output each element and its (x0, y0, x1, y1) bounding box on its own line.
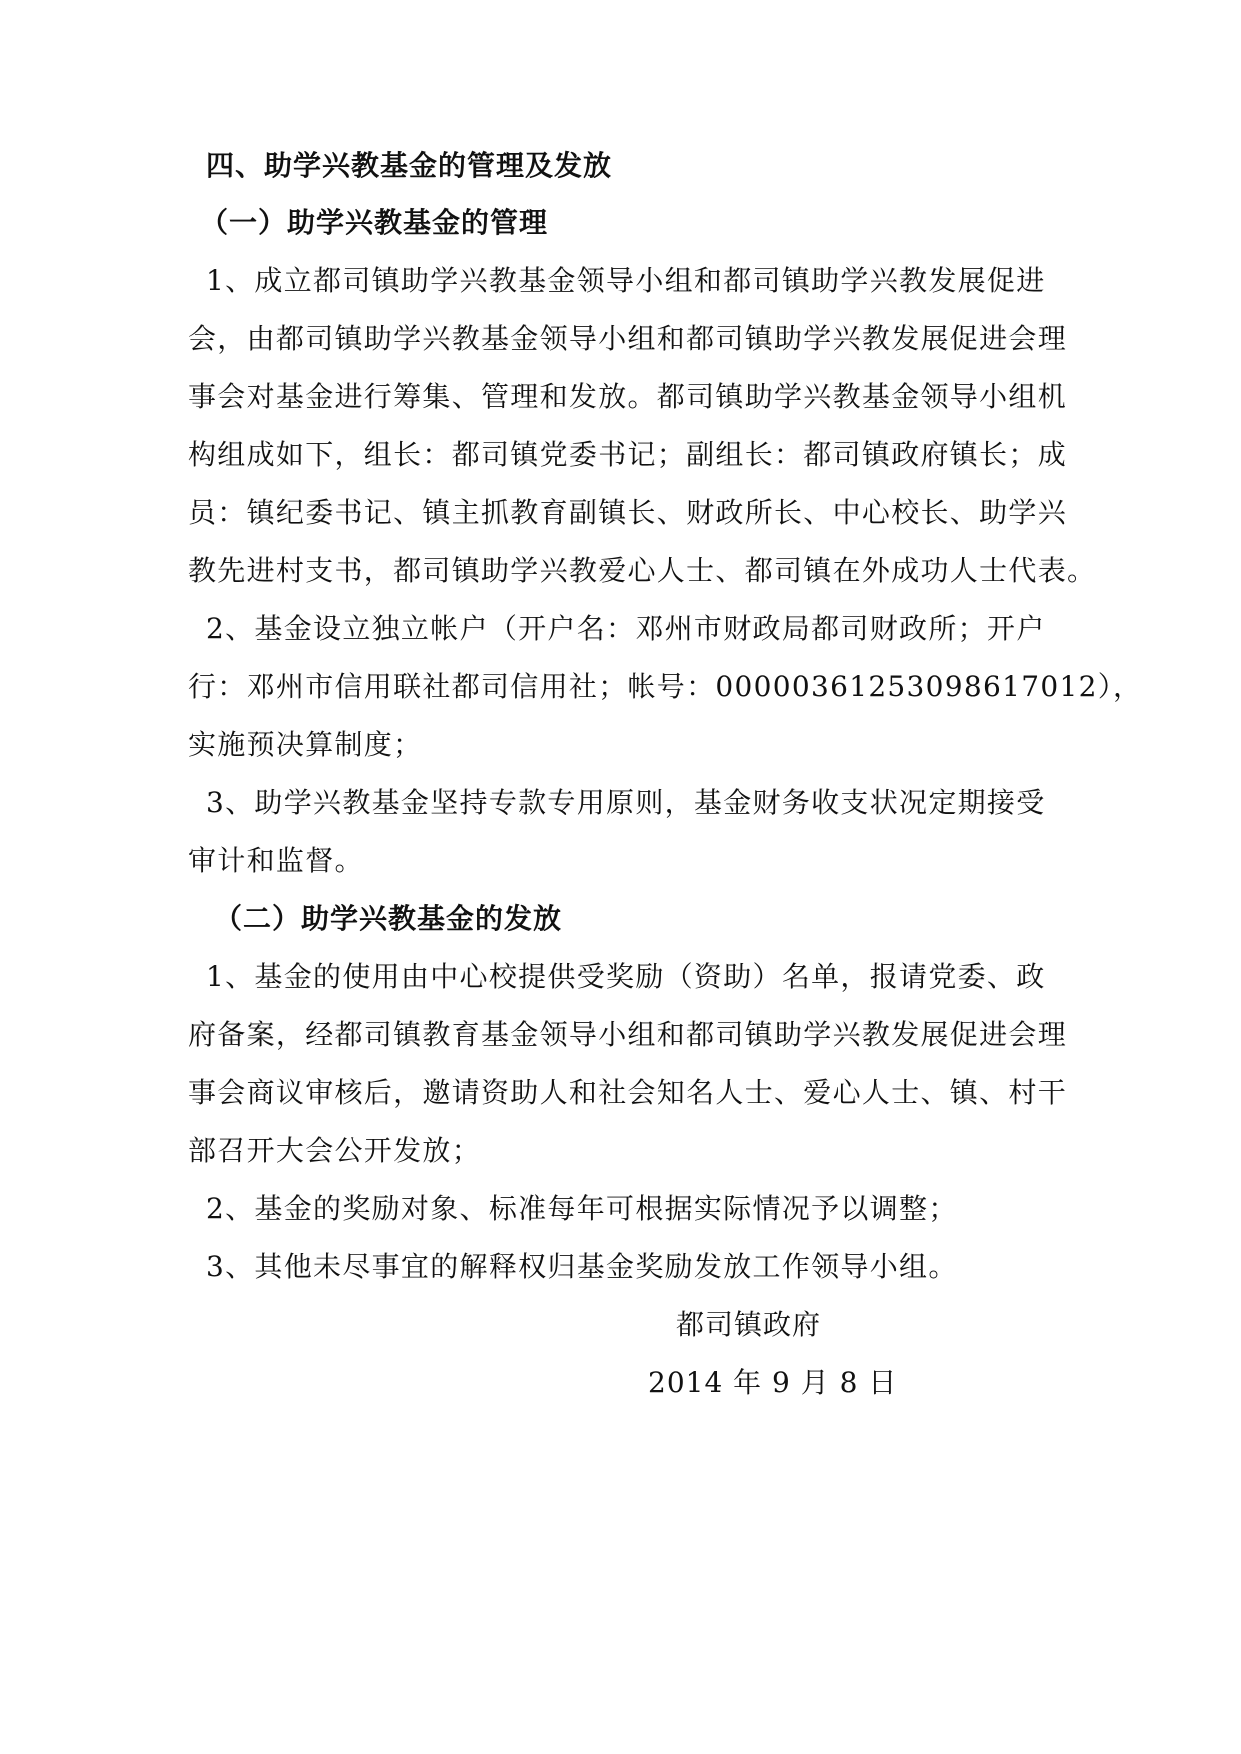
paragraph-line: 事会商议审核后，邀请资助人和社会知名人士、爱心人士、镇、村干 (188, 1076, 1068, 1109)
paragraph-line: 1、成立都司镇助学兴教基金领导小组和都司镇助学兴教发展促进 (206, 264, 1046, 297)
paragraph-line: 3、其他未尽事宜的解释权归基金奖励发放工作领导小组。 (206, 1250, 958, 1283)
paragraph-line: 事会对基金进行筹集、管理和发放。都司镇助学兴教基金领导小组机 (188, 380, 1068, 413)
signature-date: 2014 年 9 月 8 日 (648, 1366, 898, 1399)
paragraph-line: 2、基金设立独立帐户（开户名：邓州市财政局都司财政所；开户 (206, 612, 1046, 645)
signature-org: 都司镇政府 (676, 1308, 822, 1341)
part1-heading: （一）助学兴教基金的管理 (200, 206, 549, 239)
paragraph-line: 审计和监督。 (188, 844, 364, 877)
paragraph-line: 1、基金的使用由中心校提供受奖励（资助）名单，报请党委、政 (206, 960, 1046, 993)
paragraph-line: 府备案，经都司镇教育基金领导小组和都司镇助学兴教发展促进会理 (188, 1018, 1068, 1051)
paragraph-line: 2、基金的奖励对象、标准每年可根据实际情况予以调整； (206, 1192, 958, 1225)
section-title: 四、助学兴教基金的管理及发放 (206, 149, 613, 182)
paragraph-line: 3、助学兴教基金坚持专款专用原则，基金财务收支状况定期接受 (206, 786, 1046, 819)
paragraph-line: 行：邓州市信用联社都司信用社；帐号：00000361253098617012）， (188, 670, 1143, 703)
paragraph-line: 构组成如下，组长：都司镇党委书记；副组长：都司镇政府镇长；成 (188, 438, 1068, 471)
paragraph-line: 会，由都司镇助学兴教基金领导小组和都司镇助学兴教发展促进会理 (188, 322, 1068, 355)
paragraph-line: 员：镇纪委书记、镇主抓教育副镇长、财政所长、中心校长、助学兴 (188, 496, 1068, 529)
part2-heading: （二）助学兴教基金的发放 (214, 902, 563, 935)
paragraph-line: 部召开大会公开发放； (188, 1134, 482, 1167)
paragraph-line: 教先进村支书，都司镇助学兴教爱心人士、都司镇在外成功人士代表。 (188, 554, 1097, 587)
paragraph-line: 实施预决算制度； (188, 728, 423, 761)
